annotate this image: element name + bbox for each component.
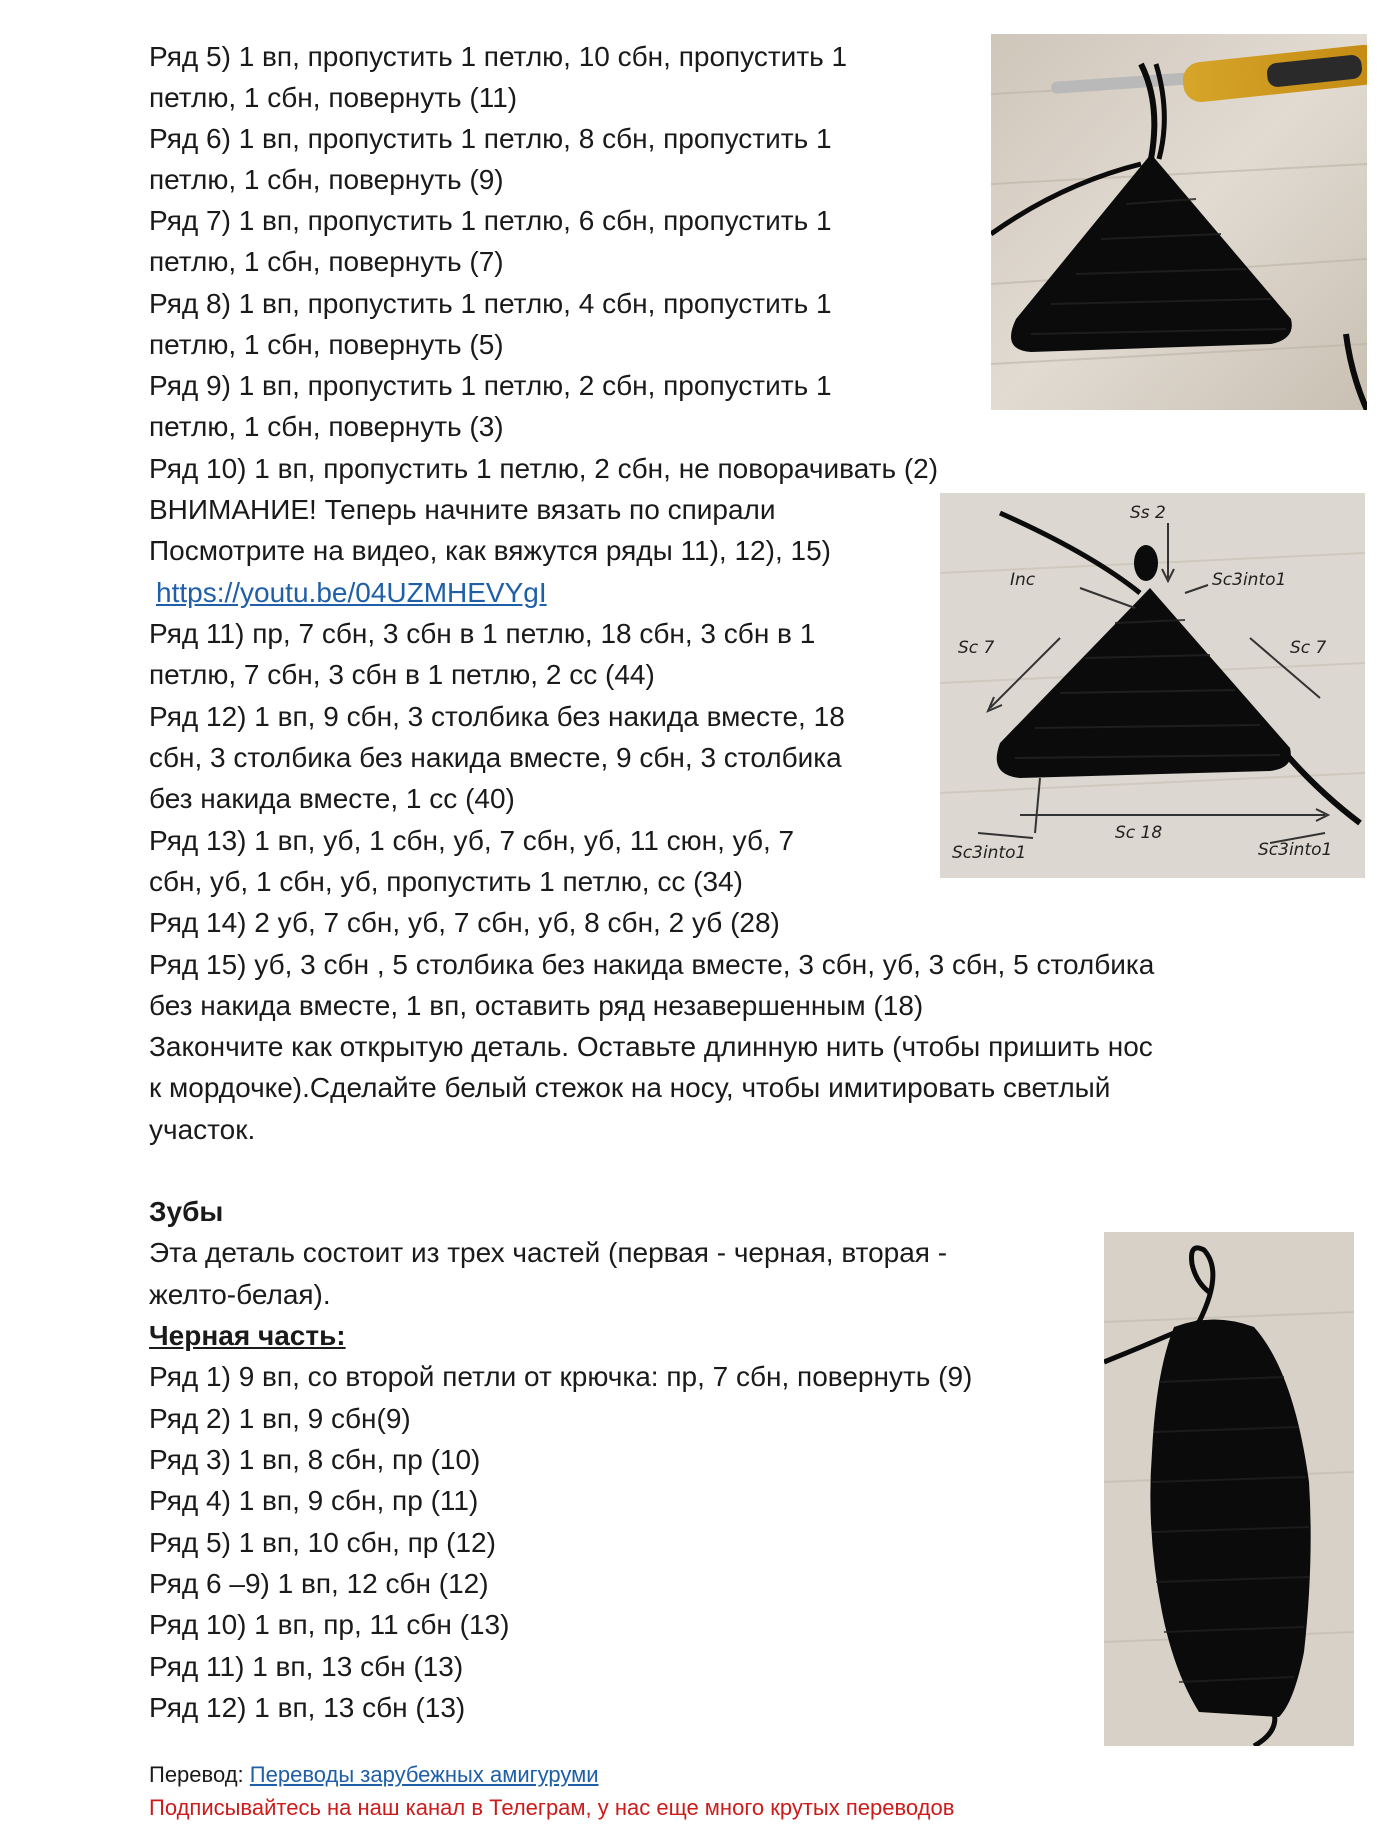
label-sc3into1-left: Sc3into1 bbox=[952, 843, 1027, 863]
finish-note-line1: Закончите как открытую деталь. Оставьте длинную нить (чтобы пришить нос bbox=[149, 1031, 1153, 1062]
nose-row-9-line2: петлю, 1 сбн, повернуть (3) bbox=[149, 411, 504, 442]
nose-row-8-line1: Ряд 8) 1 вп, пропустить 1 петлю, 4 сбн, пропустить 1 bbox=[149, 288, 832, 319]
nose-row-5-line1: Ряд 5) 1 вп, пропустить 1 петлю, 10 сбн, пропустить 1 bbox=[149, 41, 848, 72]
label-sc7-left: Sc 7 bbox=[958, 638, 995, 658]
nose-row-7-line1: Ряд 7) 1 вп, пропустить 1 петлю, 6 сбн, пропустить 1 bbox=[149, 205, 832, 236]
teeth-intro-line1: Эта деталь состоит из трех частей (первая - черная, вторая - bbox=[149, 1237, 948, 1268]
video-link[interactable]: https://youtu.be/04UZMHEVYgI bbox=[156, 577, 547, 608]
nose-row-11-line1: Ряд 11) пр, 7 сбн, 3 сбн в 1 петлю, 18 сбн, 3 сбн в 1 bbox=[149, 618, 816, 649]
nose-row-15-line2: без накида вместе, 1 вп, оставить ряд незавершенным (18) bbox=[149, 990, 924, 1021]
nose-row-14: Ряд 14) 2 уб, 7 сбн, уб, 7 сбн, уб, 8 сбн, 2 уб (28) bbox=[149, 907, 780, 938]
teeth-row: Ряд 1) 9 вп, со второй петли от крючка: пр, 7 сбн, повернуть (9) bbox=[149, 1361, 973, 1392]
finish-note-line3: участок. bbox=[149, 1114, 256, 1145]
teeth-row: Ряд 2) 1 вп, 9 сбн(9) bbox=[149, 1403, 411, 1434]
nose-row-5-line2: петлю, 1 сбн, повернуть (11) bbox=[149, 82, 518, 113]
nose-row-13-line2: сбн, уб, 1 сбн, уб, пропустить 1 петлю, сс (34) bbox=[149, 866, 743, 897]
label-sc18: Sc 18 bbox=[1115, 823, 1163, 843]
teeth-intro-line2: желто-белая). bbox=[149, 1279, 331, 1310]
label-sc7-right: Sc 7 bbox=[1290, 638, 1327, 658]
subscribe-note: Подписывайтесь на наш канал в Телеграм, у нас еще много крутых переводов bbox=[149, 1795, 955, 1820]
black-part-heading: Черная часть: bbox=[149, 1320, 346, 1351]
teeth-photo bbox=[1104, 1232, 1354, 1746]
teeth-row: Ряд 3) 1 вп, 8 сбн, пр (10) bbox=[149, 1444, 481, 1475]
nose-row-8-line2: петлю, 1 сбн, повернуть (5) bbox=[149, 329, 504, 360]
teeth-row: Ряд 6 –9) 1 вп, 12 сбн (12) bbox=[149, 1568, 489, 1599]
nose-row-9-line1: Ряд 9) 1 вп, пропустить 1 петлю, 2 сбн, пропустить 1 bbox=[149, 370, 832, 401]
finish-note-line2: к мордочке).Сделайте белый стежок на носу, чтобы имитировать светлый bbox=[149, 1072, 1111, 1103]
nose-row-10: Ряд 10) 1 вп, пропустить 1 петлю, 2 сбн, не поворачивать (2) bbox=[149, 453, 939, 484]
nose-row-6-line1: Ряд 6) 1 вп, пропустить 1 петлю, 8 сбн, пропустить 1 bbox=[149, 123, 832, 154]
nose-row-15-line1: Ряд 15) уб, 3 сбн , 5 столбика без накида вместе, 3 сбн, уб, 3 сбн, 5 столбика bbox=[149, 949, 1155, 980]
label-sc3into1-top: Sc3into1 bbox=[1212, 570, 1287, 590]
nose-row-6-line2: петлю, 1 сбн, повернуть (9) bbox=[149, 164, 504, 195]
label-ss2: Ss 2 bbox=[1130, 503, 1166, 523]
nose-row-12-line2: сбн, 3 столбика без накида вместе, 9 сбн, 3 столбика bbox=[149, 742, 842, 773]
translation-label: Перевод: bbox=[149, 1762, 244, 1787]
teeth-row: Ряд 4) 1 вп, 9 сбн, пр (11) bbox=[149, 1485, 479, 1516]
nose-row-12-line3: без накида вместе, 1 сс (40) bbox=[149, 783, 515, 814]
nose-row-7-line2: петлю, 1 сбн, повернуть (7) bbox=[149, 246, 504, 277]
attention-note: ВНИМАНИЕ! Теперь начните вязать по спирали bbox=[149, 494, 776, 525]
teeth-row: Ряд 11) 1 вп, 13 сбн (13) bbox=[149, 1651, 464, 1682]
label-inc: Inc bbox=[1010, 570, 1036, 590]
label-sc3into1-right: Sc3into1 bbox=[1258, 840, 1333, 860]
teeth-heading: Зубы bbox=[149, 1196, 224, 1227]
translation-credit bbox=[149, 1760, 599, 1790]
nose-row-12-line1: Ряд 12) 1 вп, 9 сбн, 3 столбика без накида вместе, 18 bbox=[149, 701, 845, 732]
video-note: Посмотрите на видео, как вяжутся ряды 11), 12), 15) bbox=[149, 535, 831, 566]
nose-row-11-line2: петлю, 7 сбн, 3 сбн в 1 петлю, 2 сс (44) bbox=[149, 659, 655, 690]
nose-row-13-line1: Ряд 13) 1 вп, уб, 1 сбн, уб, 7 сбн, уб, 11 сюн, уб, 7 bbox=[149, 825, 795, 856]
nose-diagram bbox=[940, 493, 1365, 878]
teeth-row: Ряд 5) 1 вп, 10 сбн, пр (12) bbox=[149, 1527, 496, 1558]
translation-link[interactable]: Переводы зарубежных амигуруми bbox=[249, 1762, 599, 1787]
teeth-row: Ряд 10) 1 вп, пр, 11 сбн (13) bbox=[149, 1609, 510, 1640]
teeth-row: Ряд 12) 1 вп, 13 сбн (13) bbox=[149, 1692, 466, 1723]
nose-photo bbox=[991, 34, 1367, 410]
